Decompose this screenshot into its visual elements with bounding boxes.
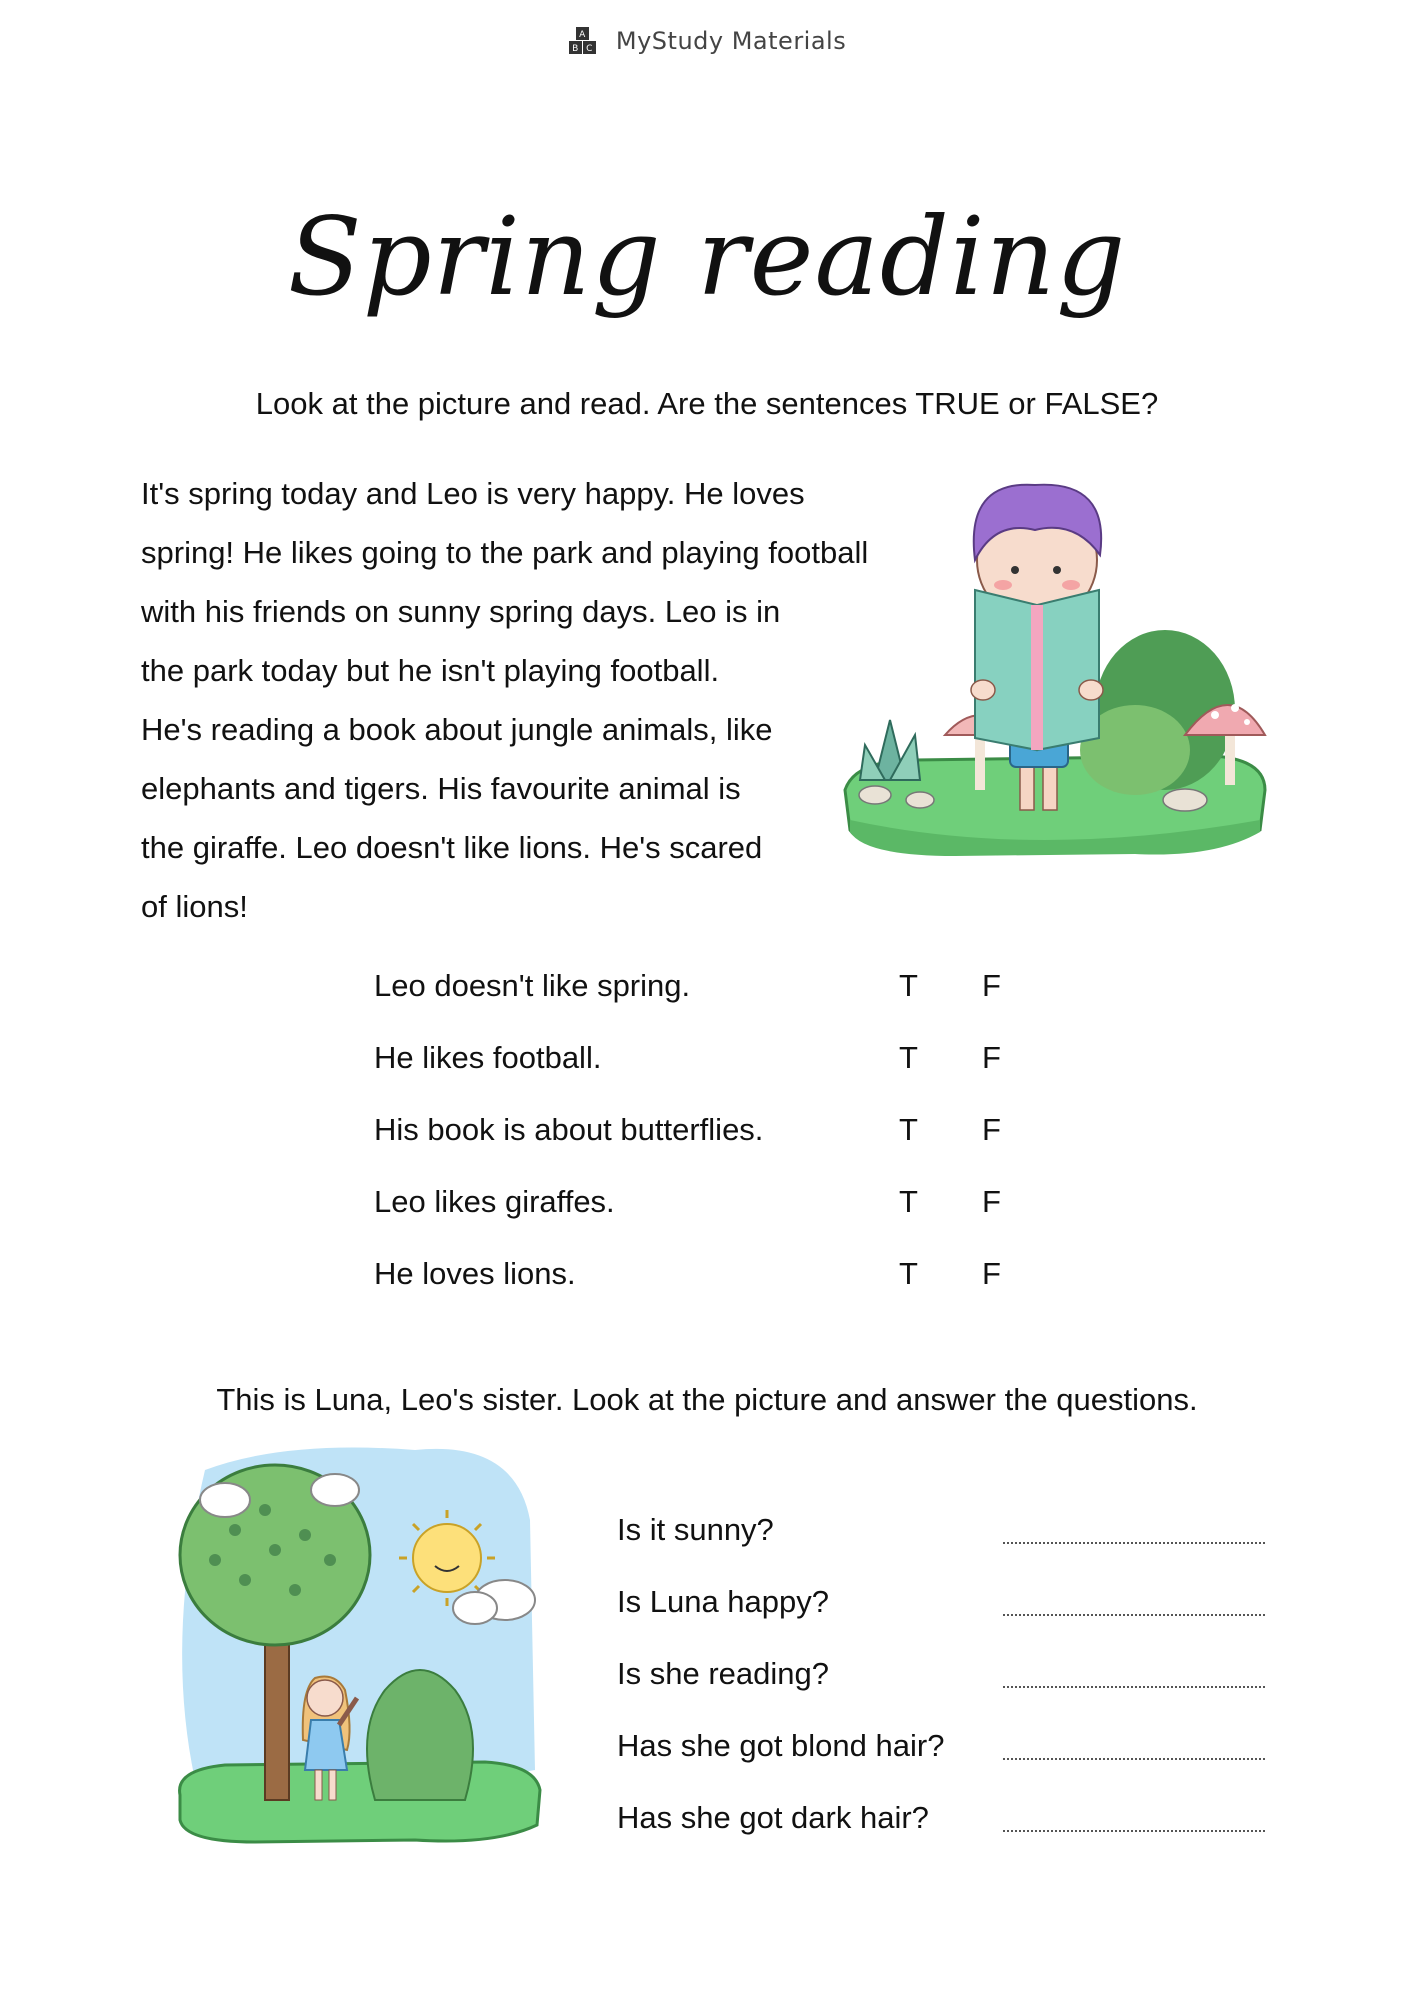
true-option[interactable]: T [899,1184,918,1219]
false-option[interactable]: F [982,1184,1001,1219]
table-row [374,1184,1014,1256]
true-option[interactable]: T [899,968,918,1003]
table-row [374,1256,1014,1328]
statement-text: Leo likes giraffes. [374,1184,615,1219]
passage-line: with his friends on sunny spring days. Leo is in [141,594,781,629]
table-row [374,968,1014,1040]
svg-text:B: B [571,44,579,54]
luna-park-illustration [165,1440,550,1860]
question-text: Is she reading? [617,1656,829,1691]
statement-text: He loves lions. [374,1256,576,1291]
list-item [617,1656,1277,1728]
question-text: Is Luna happy? [617,1584,830,1619]
answer-line[interactable] [1003,1758,1265,1760]
statement-text: His book is about butterflies. [374,1112,764,1147]
true-option[interactable]: T [899,1040,918,1075]
answer-line[interactable] [1003,1614,1265,1616]
false-option[interactable]: F [982,1112,1001,1147]
list-item [617,1800,1277,1872]
statement-text: Leo doesn't like spring. [374,968,691,1003]
passage-line: the giraffe. Leo doesn't like lions. He's scared [141,830,763,865]
list-item [617,1584,1277,1656]
brand-name: MyStudy Materials [615,27,847,55]
true-option[interactable]: T [899,1112,918,1147]
reading-passage [141,464,911,936]
true-option[interactable]: T [899,1256,918,1291]
statement-text: He likes football. [374,1040,602,1075]
instruction-true-false: Look at the picture and read. Are the sentences TRUE or FALSE? [255,386,1159,421]
question-text: Has she got dark hair? [617,1800,929,1835]
false-option[interactable]: F [982,1256,1001,1291]
abc-blocks-icon [568,26,598,56]
instruction-questions: This is Luna, Leo's sister. Look at the picture and answer the questions. [216,1382,1198,1417]
answer-line[interactable] [1003,1542,1265,1544]
svg-text:C: C [585,44,593,54]
true-false-table [374,968,1014,1328]
passage-line: the park today but he isn't playing football. [141,653,720,688]
false-option[interactable]: F [982,968,1001,1003]
page-title: Spring reading [287,195,1127,320]
answer-line[interactable] [1003,1830,1265,1832]
passage-line: It's spring today and Leo is very happy. He loves [141,476,805,511]
false-option[interactable]: F [982,1040,1001,1075]
passage-line: of lions! [141,889,248,924]
list-item [617,1512,1277,1584]
question-text: Is it sunny? [617,1512,774,1547]
questions-list [617,1512,1277,1872]
svg-text:A: A [578,30,586,40]
passage-line: He's reading a book about jungle animals, like [141,712,773,747]
answer-line[interactable] [1003,1686,1265,1688]
leo-reading-illustration [835,460,1275,880]
list-item [617,1728,1277,1800]
passage-line: spring! He likes going to the park and playing football [141,535,869,570]
passage-line: elephants and tigers. His favourite animal is [141,771,741,806]
brand-header [0,26,1414,56]
question-text: Has she got blond hair? [617,1728,945,1763]
table-row [374,1112,1014,1184]
table-row [374,1040,1014,1112]
